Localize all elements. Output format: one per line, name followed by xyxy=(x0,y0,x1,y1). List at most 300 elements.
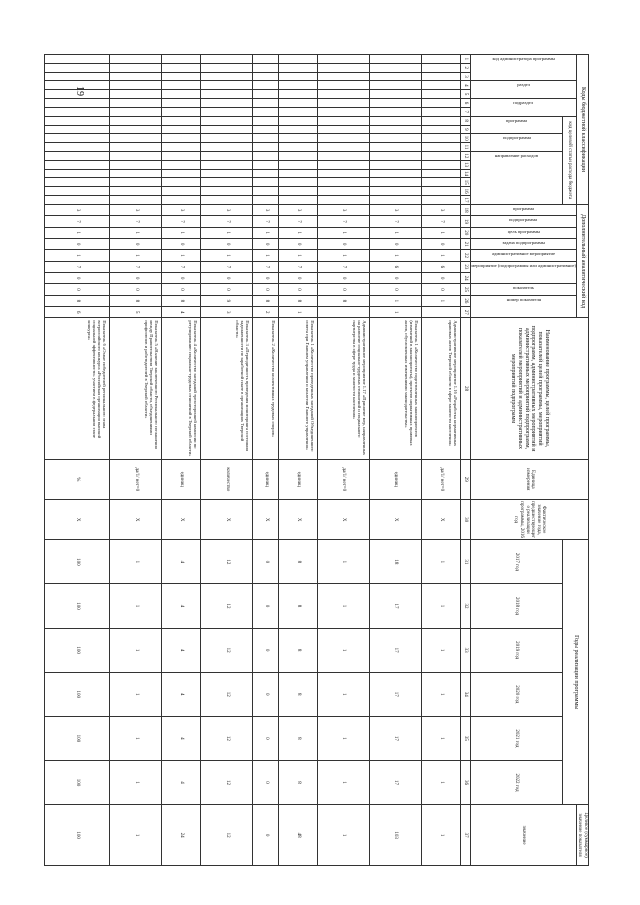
budget-code-cell xyxy=(279,81,318,90)
analytic-code-cell: 1 xyxy=(110,250,162,261)
analytic-code-cell: 6 xyxy=(370,261,422,272)
budget-code-cell xyxy=(201,169,253,178)
analytic-code-cell: 1 xyxy=(162,227,201,238)
year-value-cell: 1 xyxy=(422,672,461,716)
budget-code-cell xyxy=(422,143,461,152)
budget-code-cell xyxy=(201,55,253,64)
budget-code-cell xyxy=(318,116,370,125)
budget-code-cell xyxy=(422,99,461,108)
budget-code-cell xyxy=(110,116,162,125)
analytic-code-cell: 3 xyxy=(279,204,318,215)
budget-code-cell xyxy=(45,116,110,125)
column-number: 14 xyxy=(461,169,471,178)
budget-code-cell xyxy=(279,151,318,160)
analytic-code-cell: 1 xyxy=(370,295,422,306)
table-row xyxy=(110,55,162,866)
budget-code-cell xyxy=(370,196,422,205)
budget-code-cell xyxy=(45,187,110,196)
analytic-code-cell: 0 xyxy=(318,284,370,295)
budget-code-cell xyxy=(253,116,279,125)
unit-column-header: Единица измерения xyxy=(471,459,589,499)
budget-code-cell xyxy=(45,99,110,108)
analytic-code-cell: 0 xyxy=(279,284,318,295)
budget-code-cell xyxy=(370,55,422,64)
budget-code-cell xyxy=(162,134,201,143)
budget-code-cell xyxy=(370,187,422,196)
actual-value-cell: Х xyxy=(422,499,461,539)
target-value-cell: 1 xyxy=(318,805,370,866)
actual-value-cell: Х xyxy=(162,499,201,539)
unit-cell: да/1/ нет=0 xyxy=(110,459,162,499)
year-value-cell: 1 xyxy=(318,672,370,716)
budget-code-cell xyxy=(162,90,201,99)
budget-code-cell xyxy=(279,125,318,134)
year-value-cell: 100 xyxy=(45,628,110,672)
year-value-cell: 100 xyxy=(45,672,110,716)
budget-code-cell xyxy=(45,107,110,116)
target-value-cell: 12 xyxy=(201,805,253,866)
budget-code-cell xyxy=(110,125,162,134)
analytic-code-cell: 1 xyxy=(422,227,461,238)
year-value-cell: 0 xyxy=(253,760,279,804)
target-value-cell: 24 xyxy=(162,805,201,866)
value-header: значение xyxy=(471,805,577,866)
analytic-code-cell: 3 xyxy=(45,204,110,215)
budget-code-cell xyxy=(279,63,318,72)
analytic-code-cell: 1 xyxy=(422,250,461,261)
budget-code-cell xyxy=(253,134,279,143)
budget-code-cell xyxy=(422,178,461,187)
year-value-cell: 17 xyxy=(370,584,422,628)
budget-code-cell xyxy=(201,187,253,196)
column-number: 27 xyxy=(461,307,471,318)
budget-code-cell xyxy=(201,178,253,187)
page-number: 19 xyxy=(74,86,85,96)
year-header: 2020 год xyxy=(471,672,563,716)
budget-code-cell xyxy=(201,143,253,152)
analytic-code-cell: 7 xyxy=(279,261,318,272)
budget-code-cell xyxy=(162,187,201,196)
dop-task-header: задача подпрограммы xyxy=(502,239,545,245)
analytic-code-cell: 7 xyxy=(45,216,110,227)
year-value-cell: 1 xyxy=(110,628,162,672)
analytic-code-cell: 8 xyxy=(318,295,370,306)
analytic-code-cell: 0 xyxy=(201,238,253,249)
budget-code-cell xyxy=(45,55,110,64)
document-sheet xyxy=(74,54,589,866)
year-header: 2018 год xyxy=(471,584,563,628)
budget-code-cell xyxy=(110,134,162,143)
budget-code-cell xyxy=(162,125,201,134)
budget-code-cell xyxy=(422,187,461,196)
budget-code-cell xyxy=(162,151,201,160)
column-number: 25 xyxy=(461,284,471,295)
budget-code-cell xyxy=(253,55,279,64)
year-value-cell: 0 xyxy=(253,628,279,672)
budget-code-cell xyxy=(279,116,318,125)
analytic-code-cell: 7 xyxy=(201,261,253,272)
budget-code-cell xyxy=(370,81,422,90)
analytic-code-cell: 1 xyxy=(422,295,461,306)
budget-code-cell xyxy=(370,178,422,187)
budget-code-cell xyxy=(162,81,201,90)
dop-event-header: административное мероприятие xyxy=(491,251,555,257)
analytic-code-cell: 7 xyxy=(422,216,461,227)
budget-code-cell xyxy=(422,63,461,72)
column-number: 34 xyxy=(461,672,471,716)
column-number: 32 xyxy=(461,584,471,628)
year-value-cell: 0 xyxy=(253,716,279,760)
budget-code-cell xyxy=(253,196,279,205)
analytic-code-cell: 3 xyxy=(201,307,253,318)
budget-code-cell xyxy=(422,107,461,116)
year-value-cell: 4 xyxy=(162,716,201,760)
column-number: 9 xyxy=(461,125,471,134)
budget-code-cell xyxy=(110,160,162,169)
unit-cell: % xyxy=(45,459,110,499)
budget-code-cell xyxy=(201,72,253,81)
year-value-cell: 1 xyxy=(422,760,461,804)
analytic-code-cell: 7 xyxy=(253,261,279,272)
analytic-code-cell: 7 xyxy=(370,216,422,227)
year-value-cell: 8 xyxy=(279,672,318,716)
analytic-code-cell: 1 xyxy=(279,250,318,261)
analytic-code-cell: 8 xyxy=(45,295,110,306)
analytic-code-cell: 3 xyxy=(162,204,201,215)
analytic-code-cell: 0 xyxy=(318,272,370,283)
column-number: 28 xyxy=(461,318,471,459)
year-header: 2019 год xyxy=(471,628,563,672)
column-number: 37 xyxy=(461,805,471,866)
unit-cell: единиц xyxy=(370,459,422,499)
item-name: Административное мероприятие 1.17 «Принятие мер, направленных на развитие социально-трудовых отношений и социального партнерства в сфере труда и занятости населения» xyxy=(318,318,370,459)
year-value-cell: 8 xyxy=(279,628,318,672)
budget-code-cell xyxy=(162,63,201,72)
budget-code-cell xyxy=(253,99,279,108)
budget-code-cell xyxy=(370,151,422,160)
actual-value-cell: Х xyxy=(253,499,279,539)
budget-code-cell xyxy=(318,169,370,178)
analytic-code-cell: 1 xyxy=(253,227,279,238)
analytic-code-cell: 1 xyxy=(45,250,110,261)
budget-code-cell xyxy=(318,63,370,72)
budget-code-cell xyxy=(45,178,110,187)
analytic-code-cell: 0 xyxy=(422,238,461,249)
analytic-code-cell: 7 xyxy=(110,216,162,227)
column-number: 18 xyxy=(461,204,471,215)
budget-code-cell xyxy=(422,90,461,99)
analytic-code-cell: 7 xyxy=(201,216,253,227)
year-value-cell: 1 xyxy=(318,540,370,584)
table-row xyxy=(370,55,422,866)
column-number: 16 xyxy=(461,187,471,196)
dop-goal-header: цель программы xyxy=(507,228,540,234)
budget-code-cell xyxy=(318,187,370,196)
budget-code-cell xyxy=(279,178,318,187)
item-name: Показатель 4 «Количество заседаний трехсторонней комиссии по регулированию социально-трудовых отношений в Тверской области» xyxy=(162,318,201,459)
column-number: 23 xyxy=(461,261,471,272)
target-value-cell: 103 xyxy=(370,805,422,866)
budget-code-cell xyxy=(422,196,461,205)
budget-code-cell xyxy=(201,81,253,90)
analytic-code-cell: 1 xyxy=(279,307,318,318)
analytic-code-cell: 7 xyxy=(318,261,370,272)
column-number: 11 xyxy=(461,143,471,152)
year-value-cell: 4 xyxy=(162,584,201,628)
budget-code-cell xyxy=(370,116,422,125)
analytic-code-cell: 0 xyxy=(422,284,461,295)
analytic-code-cell: 1 xyxy=(318,227,370,238)
column-number: 33 xyxy=(461,628,471,672)
budget-code-cell xyxy=(110,81,162,90)
budget-code-cell xyxy=(318,72,370,81)
target-value-cell: 100 xyxy=(45,805,110,866)
name-column-header: Наименование программы, целей программы, показателей целей программы, мероприятий подпрограмм, административных мероприятий и административных мероприятий подпрограмм, показателей мероприятий и административных мероприятий подпрограмм xyxy=(471,318,589,459)
budget-code-cell xyxy=(110,196,162,205)
unit-cell: да/1/ нет=0 xyxy=(422,459,461,499)
item-name: Показатель 2 «Количество коллективных трудовых споров» xyxy=(253,318,279,459)
expense-direction-header: направление расходов xyxy=(495,152,539,158)
analytic-code-cell: 1 xyxy=(279,227,318,238)
table-row xyxy=(253,55,279,866)
target-value-cell: 1 xyxy=(422,805,461,866)
analytic-code-cell: 0 xyxy=(162,238,201,249)
year-value-cell: 1 xyxy=(422,584,461,628)
years-header: Годы реализации программы xyxy=(563,540,589,805)
budget-code-cell xyxy=(370,90,422,99)
budget-code-cell xyxy=(253,63,279,72)
budget-code-cell xyxy=(45,169,110,178)
budget-code-cell xyxy=(318,134,370,143)
budget-code-cell xyxy=(110,55,162,64)
year-header: 2021 год xyxy=(471,716,563,760)
table-row xyxy=(279,55,318,866)
analytic-code-cell: 0 xyxy=(422,272,461,283)
column-number: 5 xyxy=(461,90,471,99)
budget-code-cell xyxy=(201,63,253,72)
analytic-code-cell: 0 xyxy=(370,272,422,283)
actual-value-header: Фактическое значение года, предшествующего реализации программы, 2016 год xyxy=(471,499,589,539)
subsection-header: подраздел xyxy=(513,100,534,106)
dop-event-type-header: мероприятие (подпрограммы или административное) xyxy=(471,262,576,268)
section-header: раздел xyxy=(517,82,530,88)
budget-code-cell xyxy=(110,187,162,196)
analytic-code-cell: 0 xyxy=(253,284,279,295)
budget-code-cell xyxy=(253,151,279,160)
year-value-cell: 0 xyxy=(253,584,279,628)
analytic-code-cell: 0 xyxy=(279,272,318,283)
year-value-cell: 0 xyxy=(253,540,279,584)
budget-code-cell xyxy=(253,143,279,152)
year-value-cell: 8 xyxy=(279,584,318,628)
budget-code-cell xyxy=(279,99,318,108)
analytic-code-cell: 1 xyxy=(253,250,279,261)
year-value-cell: 12 xyxy=(201,716,253,760)
budget-code-cell xyxy=(318,81,370,90)
column-number-row xyxy=(461,55,471,866)
target-item-code-header: код целевой статьи расхода бюджета xyxy=(563,116,577,204)
analytic-code-cell: 8 xyxy=(162,295,201,306)
actual-value-cell: Х xyxy=(45,499,110,539)
analytic-code-cell: 1 xyxy=(45,227,110,238)
analytic-code-cell: 1 xyxy=(201,250,253,261)
year-value-cell: 4 xyxy=(162,540,201,584)
column-number: 29 xyxy=(461,459,471,499)
budget-code-cell xyxy=(201,90,253,99)
analytic-code-cell: 0 xyxy=(370,238,422,249)
budget-code-cell xyxy=(279,160,318,169)
analytic-code-cell: 1 xyxy=(370,227,422,238)
analytic-code-cell: 0 xyxy=(162,272,201,283)
year-value-cell: 8 xyxy=(279,716,318,760)
budget-code-cell xyxy=(45,63,110,72)
budget-code-cell xyxy=(318,143,370,152)
year-value-cell: 1 xyxy=(318,628,370,672)
program-indicators-table xyxy=(44,54,589,866)
analytic-code-cell: 3 xyxy=(422,204,461,215)
rotated-table-container xyxy=(74,54,589,866)
year-value-cell: 0 xyxy=(253,672,279,716)
budget-code-cell xyxy=(110,99,162,108)
item-name: Показатель 3 «Периодичность проведения мониторинга состояния задолженности по заработной плате в организациях Тверской области» xyxy=(201,318,253,459)
year-value-cell: 1 xyxy=(110,540,162,584)
column-number: 8 xyxy=(461,116,471,125)
column-number: 20 xyxy=(461,227,471,238)
budget-code-cell xyxy=(201,151,253,160)
column-number: 6 xyxy=(461,99,471,108)
year-value-cell: 1 xyxy=(110,672,162,716)
analytic-code-cell: 8 xyxy=(253,295,279,306)
dop-subprogram-header: подпрограмма xyxy=(509,217,538,223)
year-value-cell: 17 xyxy=(370,672,422,716)
column-number: 30 xyxy=(461,499,471,539)
year-value-cell: 8 xyxy=(279,760,318,804)
year-value-cell: 17 xyxy=(370,760,422,804)
budget-code-cell xyxy=(318,178,370,187)
budget-code-cell xyxy=(279,55,318,64)
item-name: Административное мероприятие 1.16 «Разработка нормативных правовых актов Тверской области в сфере занятости населения» xyxy=(422,318,461,459)
year-value-cell: 1 xyxy=(110,584,162,628)
budget-code-cell xyxy=(45,72,110,81)
budget-code-cell xyxy=(45,125,110,134)
budget-code-cell xyxy=(422,81,461,90)
analytic-code-cell: 6 xyxy=(422,261,461,272)
analytic-code-cell xyxy=(422,307,461,318)
analytic-code-cell: 0 xyxy=(253,272,279,283)
budget-code-cell xyxy=(279,107,318,116)
analytic-code-cell: 7 xyxy=(318,216,370,227)
budget-code-cell xyxy=(162,143,201,152)
analytic-code-cell: 3 xyxy=(253,204,279,215)
analytic-code-cell xyxy=(318,307,370,318)
analytic-code-cell: 0 xyxy=(110,272,162,283)
budget-code-cell xyxy=(370,169,422,178)
budget-code-cell xyxy=(318,107,370,116)
budget-code-cell xyxy=(370,107,422,116)
budget-code-cell xyxy=(253,81,279,90)
budget-code-cell xyxy=(110,72,162,81)
analytic-code-cell: 7 xyxy=(162,216,201,227)
budget-code-cell xyxy=(110,143,162,152)
analytic-code-cell: 8 xyxy=(110,295,162,306)
analytic-code-cell: 3 xyxy=(370,204,422,215)
column-number: 24 xyxy=(461,272,471,283)
budget-code-cell xyxy=(318,151,370,160)
budget-code-cell xyxy=(253,187,279,196)
budget-codes-header: Коды бюджетной классификации xyxy=(576,55,588,205)
analytic-code-cell: 9 xyxy=(201,295,253,306)
analytic-code-cell: 1 xyxy=(318,250,370,261)
unit-cell: единиц xyxy=(162,459,201,499)
budget-code-cell xyxy=(370,125,422,134)
budget-code-cell xyxy=(162,160,201,169)
column-number: 2 xyxy=(461,63,471,72)
year-value-cell: 4 xyxy=(162,628,201,672)
analytic-code-cell: 1 xyxy=(110,227,162,238)
budget-code-cell xyxy=(253,72,279,81)
budget-code-cell xyxy=(279,90,318,99)
column-number: 21 xyxy=(461,238,471,249)
analytic-code-cell: 0 xyxy=(318,238,370,249)
analytic-code-cell: 5 xyxy=(110,307,162,318)
unit-cell: да/1/ нет=0 xyxy=(318,459,370,499)
program-code-header: программа xyxy=(506,117,528,123)
analytic-code-cell: 0 xyxy=(201,272,253,283)
analytic-code-cell: 3 xyxy=(110,204,162,215)
budget-code-cell xyxy=(370,99,422,108)
budget-code-cell xyxy=(162,196,201,205)
analytic-code-cell: 3 xyxy=(201,204,253,215)
budget-code-cell xyxy=(201,196,253,205)
analytic-code-cell: 0 xyxy=(110,284,162,295)
year-value-cell: 12 xyxy=(201,760,253,804)
budget-code-cell xyxy=(279,134,318,143)
dop-indicator-number-header: номер показателя xyxy=(506,296,541,302)
column-number: 12 xyxy=(461,151,471,160)
analytic-code-cell: 0 xyxy=(162,284,201,295)
actual-value-cell: Х xyxy=(370,499,422,539)
budget-code-cell xyxy=(253,90,279,99)
budget-code-cell xyxy=(279,187,318,196)
dop-program-header: программа xyxy=(512,205,535,211)
table-frame xyxy=(74,54,589,866)
budget-code-cell xyxy=(318,196,370,205)
year-value-cell: 4 xyxy=(162,760,201,804)
budget-code-cell xyxy=(110,63,162,72)
column-number: 19 xyxy=(461,216,471,227)
budget-code-cell xyxy=(201,116,253,125)
budget-code-cell xyxy=(45,151,110,160)
budget-code-cell xyxy=(201,107,253,116)
subprogram-code-header: подпрограмма xyxy=(502,135,531,141)
admin-code-header: код администратора программы xyxy=(492,56,555,61)
analytic-code-cell: 0 xyxy=(45,284,110,295)
analytic-code-cell: 7 xyxy=(110,261,162,272)
column-number: 35 xyxy=(461,716,471,760)
budget-code-cell xyxy=(370,63,422,72)
column-number: 31 xyxy=(461,540,471,584)
target-header: Целевое (суммарное) значение показателя xyxy=(576,805,588,866)
analytic-code-cell: 0 xyxy=(45,238,110,249)
budget-code-cell xyxy=(318,90,370,99)
unit-cell: единиц xyxy=(253,459,279,499)
budget-code-cell xyxy=(279,143,318,152)
analytic-code-cell: 0 xyxy=(253,238,279,249)
budget-code-cell xyxy=(253,169,279,178)
item-name: Показатель 6 «Охват победителей регионального этапа всероссийского конкурса «Российская организация высокой социальной эффективности» участием в федеральном этапе конкурса» xyxy=(45,318,110,459)
table-row xyxy=(201,55,253,866)
year-value-cell: 100 xyxy=(45,584,110,628)
